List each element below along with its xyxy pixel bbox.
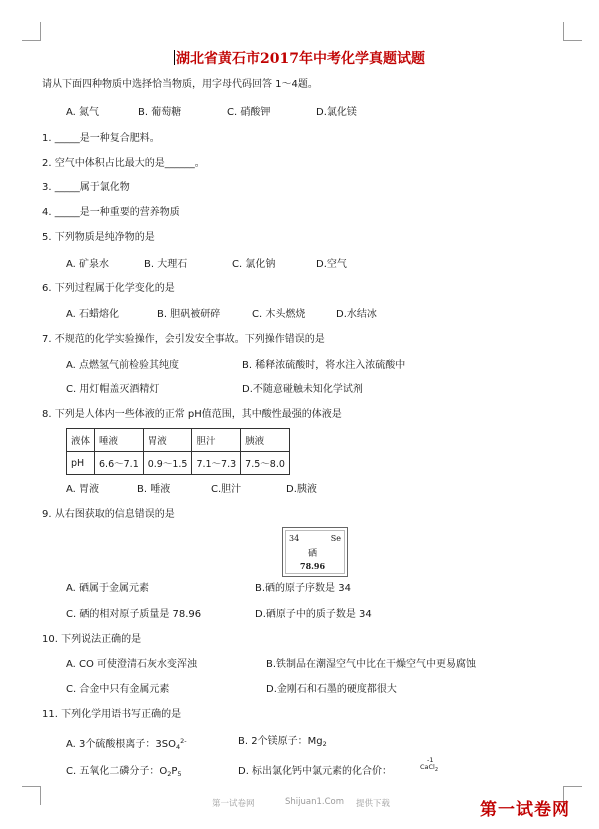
question-8-option-c: C.胆汁 bbox=[211, 484, 242, 495]
element-symbol: Se bbox=[330, 534, 341, 543]
question-10-option-c: C. 合金中只有金属元素 bbox=[66, 684, 170, 695]
question-8-option-d: D.胰液 bbox=[286, 484, 317, 495]
question-10-option-b: B.铁制品在潮湿空气中比在干燥空气中更易腐蚀 bbox=[266, 659, 477, 670]
question-6-option-a: A. 石蜡熔化 bbox=[66, 309, 120, 320]
intro-option-b: B. 葡萄糖 bbox=[138, 107, 182, 118]
intro-option-d: D.氯化镁 bbox=[316, 107, 357, 118]
calcium-chloride-valence bbox=[420, 757, 438, 774]
atomic-number: 34 bbox=[289, 534, 300, 543]
question-7-option-b: B. 稀释浓硫酸时，将水注入浓硫酸中 bbox=[242, 360, 406, 371]
ph-table-value-row bbox=[67, 452, 290, 475]
selenium-element-card bbox=[282, 527, 348, 577]
ph-table-cell: 0.9～1.5 bbox=[143, 452, 192, 475]
ph-table-cell: 胰液 bbox=[241, 429, 290, 452]
question-8-option-a: A. 胃液 bbox=[66, 484, 100, 495]
brand-logo-text: 第一试卷网 bbox=[480, 800, 570, 820]
ph-table bbox=[66, 428, 290, 475]
document-title bbox=[0, 48, 599, 68]
question-10-option-a: A. CO 可使澄清石灰水变浑浊 bbox=[66, 659, 198, 670]
question-3: 3. _____属于氯化物 bbox=[42, 182, 130, 193]
question-10-option-d: D.金刚石和石墨的硬度都很大 bbox=[266, 684, 397, 695]
intro-text: 请从下面四种物质中选择恰当物质，用字母代码回答 1～4题。 bbox=[42, 79, 318, 90]
question-11-option-b: B. 2个镁原子：$Mg_2$ bbox=[238, 736, 327, 748]
intro-option-a: A. 氮气 bbox=[66, 107, 100, 118]
ph-table-cell: 胆汁 bbox=[192, 429, 241, 452]
ph-table-header-row bbox=[67, 429, 290, 452]
ph-table-cell: 7.1～7.3 bbox=[192, 452, 241, 475]
question-9-option-a: A. 硒属于金属元素 bbox=[66, 583, 150, 594]
crop-mark-bottom-left bbox=[22, 786, 41, 805]
question-8-option-b: B. 唾液 bbox=[137, 484, 171, 495]
footer-site-name: 第一试卷网 bbox=[212, 799, 255, 809]
question-7-option-c: C. 用灯帽盖灭酒精灯 bbox=[66, 384, 160, 395]
element-name: 硒 bbox=[308, 549, 318, 559]
crop-mark-top-left bbox=[22, 22, 41, 41]
question-4: 4. _____是一种重要的营养物质 bbox=[42, 207, 180, 218]
atomic-mass: 78.96 bbox=[300, 561, 326, 571]
question-5-option-b: B. 大理石 bbox=[144, 259, 188, 270]
footer-download: 提供下载 bbox=[356, 799, 391, 809]
question-11-option-c: C. 五氧化二磷分子：$O_2P_5$ bbox=[66, 766, 182, 778]
question-9-option-d: D.硒原子中的质子数是 34 bbox=[255, 609, 372, 620]
footer-domain: Shijuan1.Com bbox=[285, 797, 345, 807]
ph-table-cell: 6.6～7.1 bbox=[95, 452, 144, 475]
ph-table-cell: 胃液 bbox=[143, 429, 192, 452]
question-1: 1. _____是一种复合肥料。 bbox=[42, 133, 160, 144]
question-10-stem: 10. 下列说法正确的是 bbox=[42, 634, 142, 645]
question-5-option-c: C. 氯化钠 bbox=[232, 259, 276, 270]
question-9-option-c: C. 硒的相对原子质量是 78.96 bbox=[66, 609, 202, 620]
question-11-stem: 11. 下列化学用语书写正确的是 bbox=[42, 709, 182, 720]
question-9-stem: 9. 从右图获取的信息错误的是 bbox=[42, 509, 175, 520]
question-7-option-d: D.不随意碰触未知化学试剂 bbox=[242, 384, 363, 395]
crop-mark-top-right bbox=[563, 22, 582, 41]
ph-table-cell: pH bbox=[67, 452, 95, 475]
question-6-stem: 6. 下列过程属于化学变化的是 bbox=[42, 283, 175, 294]
question-11-option-a: A. 3个硫酸根离子：$3SO_4^{2-}$ bbox=[66, 737, 187, 751]
intro-option-c: C. 硝酸钾 bbox=[227, 107, 271, 118]
question-6-option-d: D.水结冰 bbox=[336, 309, 377, 320]
ph-table-cell: 7.5～8.0 bbox=[241, 452, 290, 475]
document-title-text: 湖北省黄石市2017年中考化学真题试题 bbox=[176, 51, 425, 67]
text-cursor bbox=[174, 50, 175, 65]
calcium-chloride-formula: CaCl$_2$ bbox=[420, 763, 439, 773]
question-7-stem: 7. 不规范的化学实验操作，会引发安全事故。下列操作错误的是 bbox=[42, 334, 325, 345]
question-7-option-a: A. 点燃氢气前检验其纯度 bbox=[66, 360, 180, 371]
question-11-option-d: D. 标出氯化钙中氯元素的化合价： bbox=[238, 766, 393, 777]
chlorine-valence: -1 bbox=[427, 756, 434, 764]
question-5-stem: 5. 下列物质是纯净物的是 bbox=[42, 232, 155, 243]
ph-table-cell: 唾液 bbox=[95, 429, 144, 452]
question-9-option-b: B.硒的原子序数是 34 bbox=[255, 583, 351, 594]
question-6-option-b: B. 胆矾被研碎 bbox=[157, 309, 221, 320]
question-5-option-a: A. 矿泉水 bbox=[66, 259, 110, 270]
question-5-option-d: D.空气 bbox=[316, 259, 347, 270]
question-2: 2. 空气中体积占比最大的是______。 bbox=[42, 158, 205, 169]
question-6-option-c: C. 木头燃烧 bbox=[252, 309, 306, 320]
ph-table-cell: 液体 bbox=[67, 429, 95, 452]
question-8-stem: 8. 下列是人体内一些体液的正常 pH值范围，其中酸性最强的体液是 bbox=[42, 409, 342, 420]
